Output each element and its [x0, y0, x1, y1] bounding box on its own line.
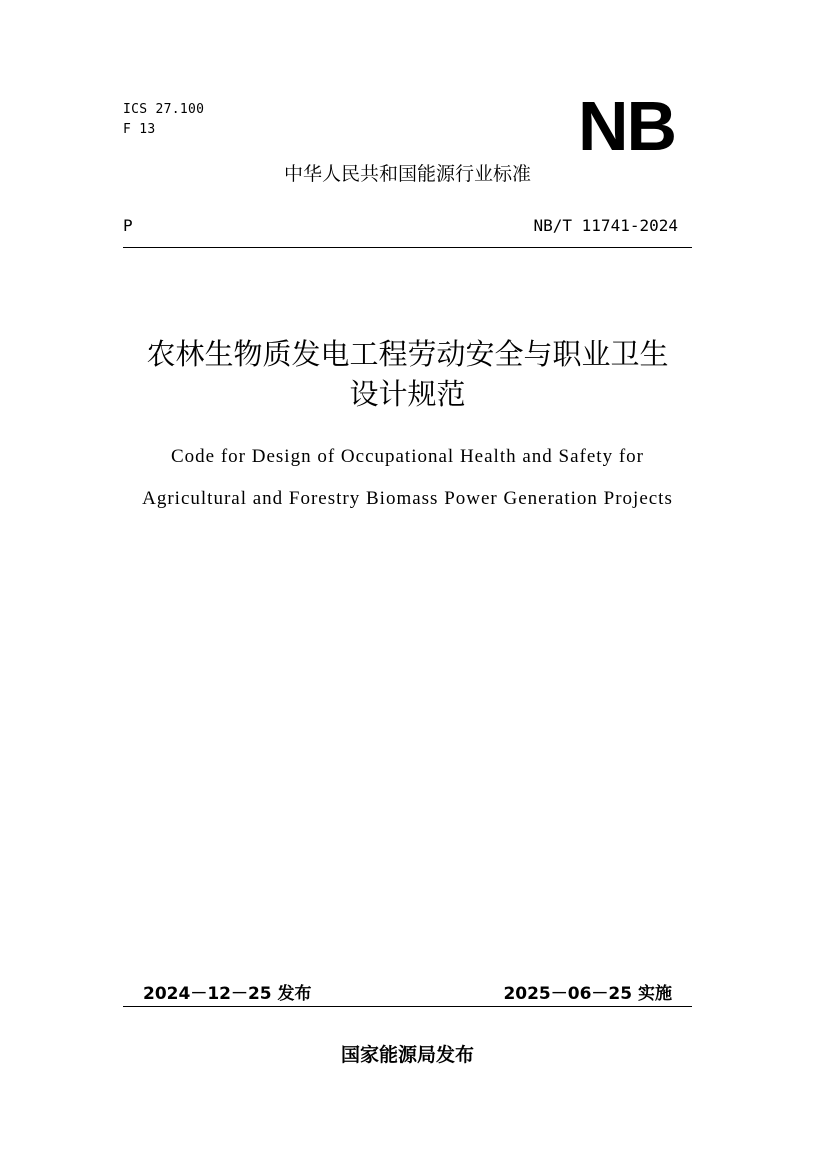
bottom-divider: [123, 1006, 692, 1007]
standard-number: NB/T 11741-2024: [533, 216, 678, 235]
chinese-title-line-1: 农林生物质发电工程劳动安全与职业卫生: [146, 337, 669, 371]
classification-codes: [123, 100, 204, 140]
publisher: 国家能源局发布: [340, 1044, 474, 1066]
english-title: [0, 436, 815, 520]
top-divider: [123, 247, 692, 248]
industry-standard-name: [0, 161, 815, 187]
english-title-line-2: Agricultural and Forestry Biomass Power Generation Projects: [142, 488, 673, 509]
chinese-title-line-2: 设计规范: [349, 377, 466, 411]
industry-standard-text: 中华人民共和国能源行业标准: [283, 163, 531, 185]
english-title-line-1: Code for Design of Occupational Health and Safety for: [171, 446, 644, 467]
category-letter: P: [123, 216, 133, 235]
ccs-code: F 13: [123, 122, 156, 137]
chinese-title: [0, 334, 815, 414]
nb-logo: NB: [578, 87, 676, 165]
ics-code: ICS 27.100: [123, 102, 205, 117]
publish-date: 2024－12－25 发布: [143, 984, 312, 1004]
implementation-date: 2025－06－25 实施: [503, 984, 672, 1004]
